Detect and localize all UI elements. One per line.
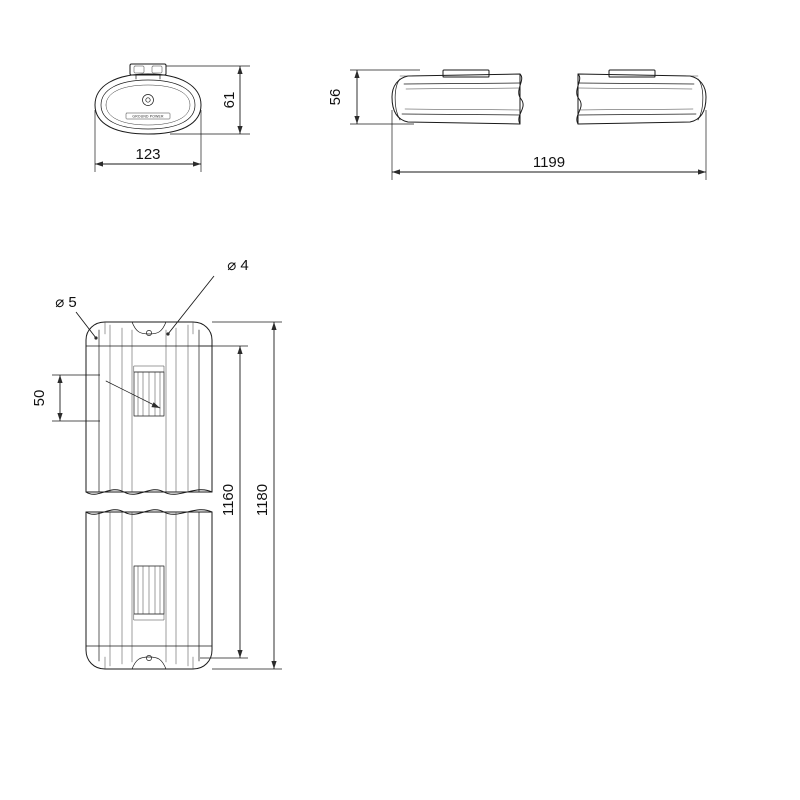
dim-56-label: 56 bbox=[327, 88, 344, 106]
dim-dia-4-label: ⌀ 4 bbox=[227, 257, 249, 274]
dim-1180-label: 1180 bbox=[254, 483, 271, 517]
dim-61-label: 61 bbox=[221, 91, 238, 109]
dim-1199-label: 1199 bbox=[532, 154, 566, 171]
brand-mark-label: GROUND POWER bbox=[132, 114, 164, 119]
dim-123-label: 123 bbox=[135, 146, 161, 163]
dim-1160-label: 1160 bbox=[220, 483, 237, 517]
dim-dia-5-label: ⌀ 5 bbox=[55, 294, 77, 311]
dim-50-label: 50 bbox=[31, 389, 48, 407]
